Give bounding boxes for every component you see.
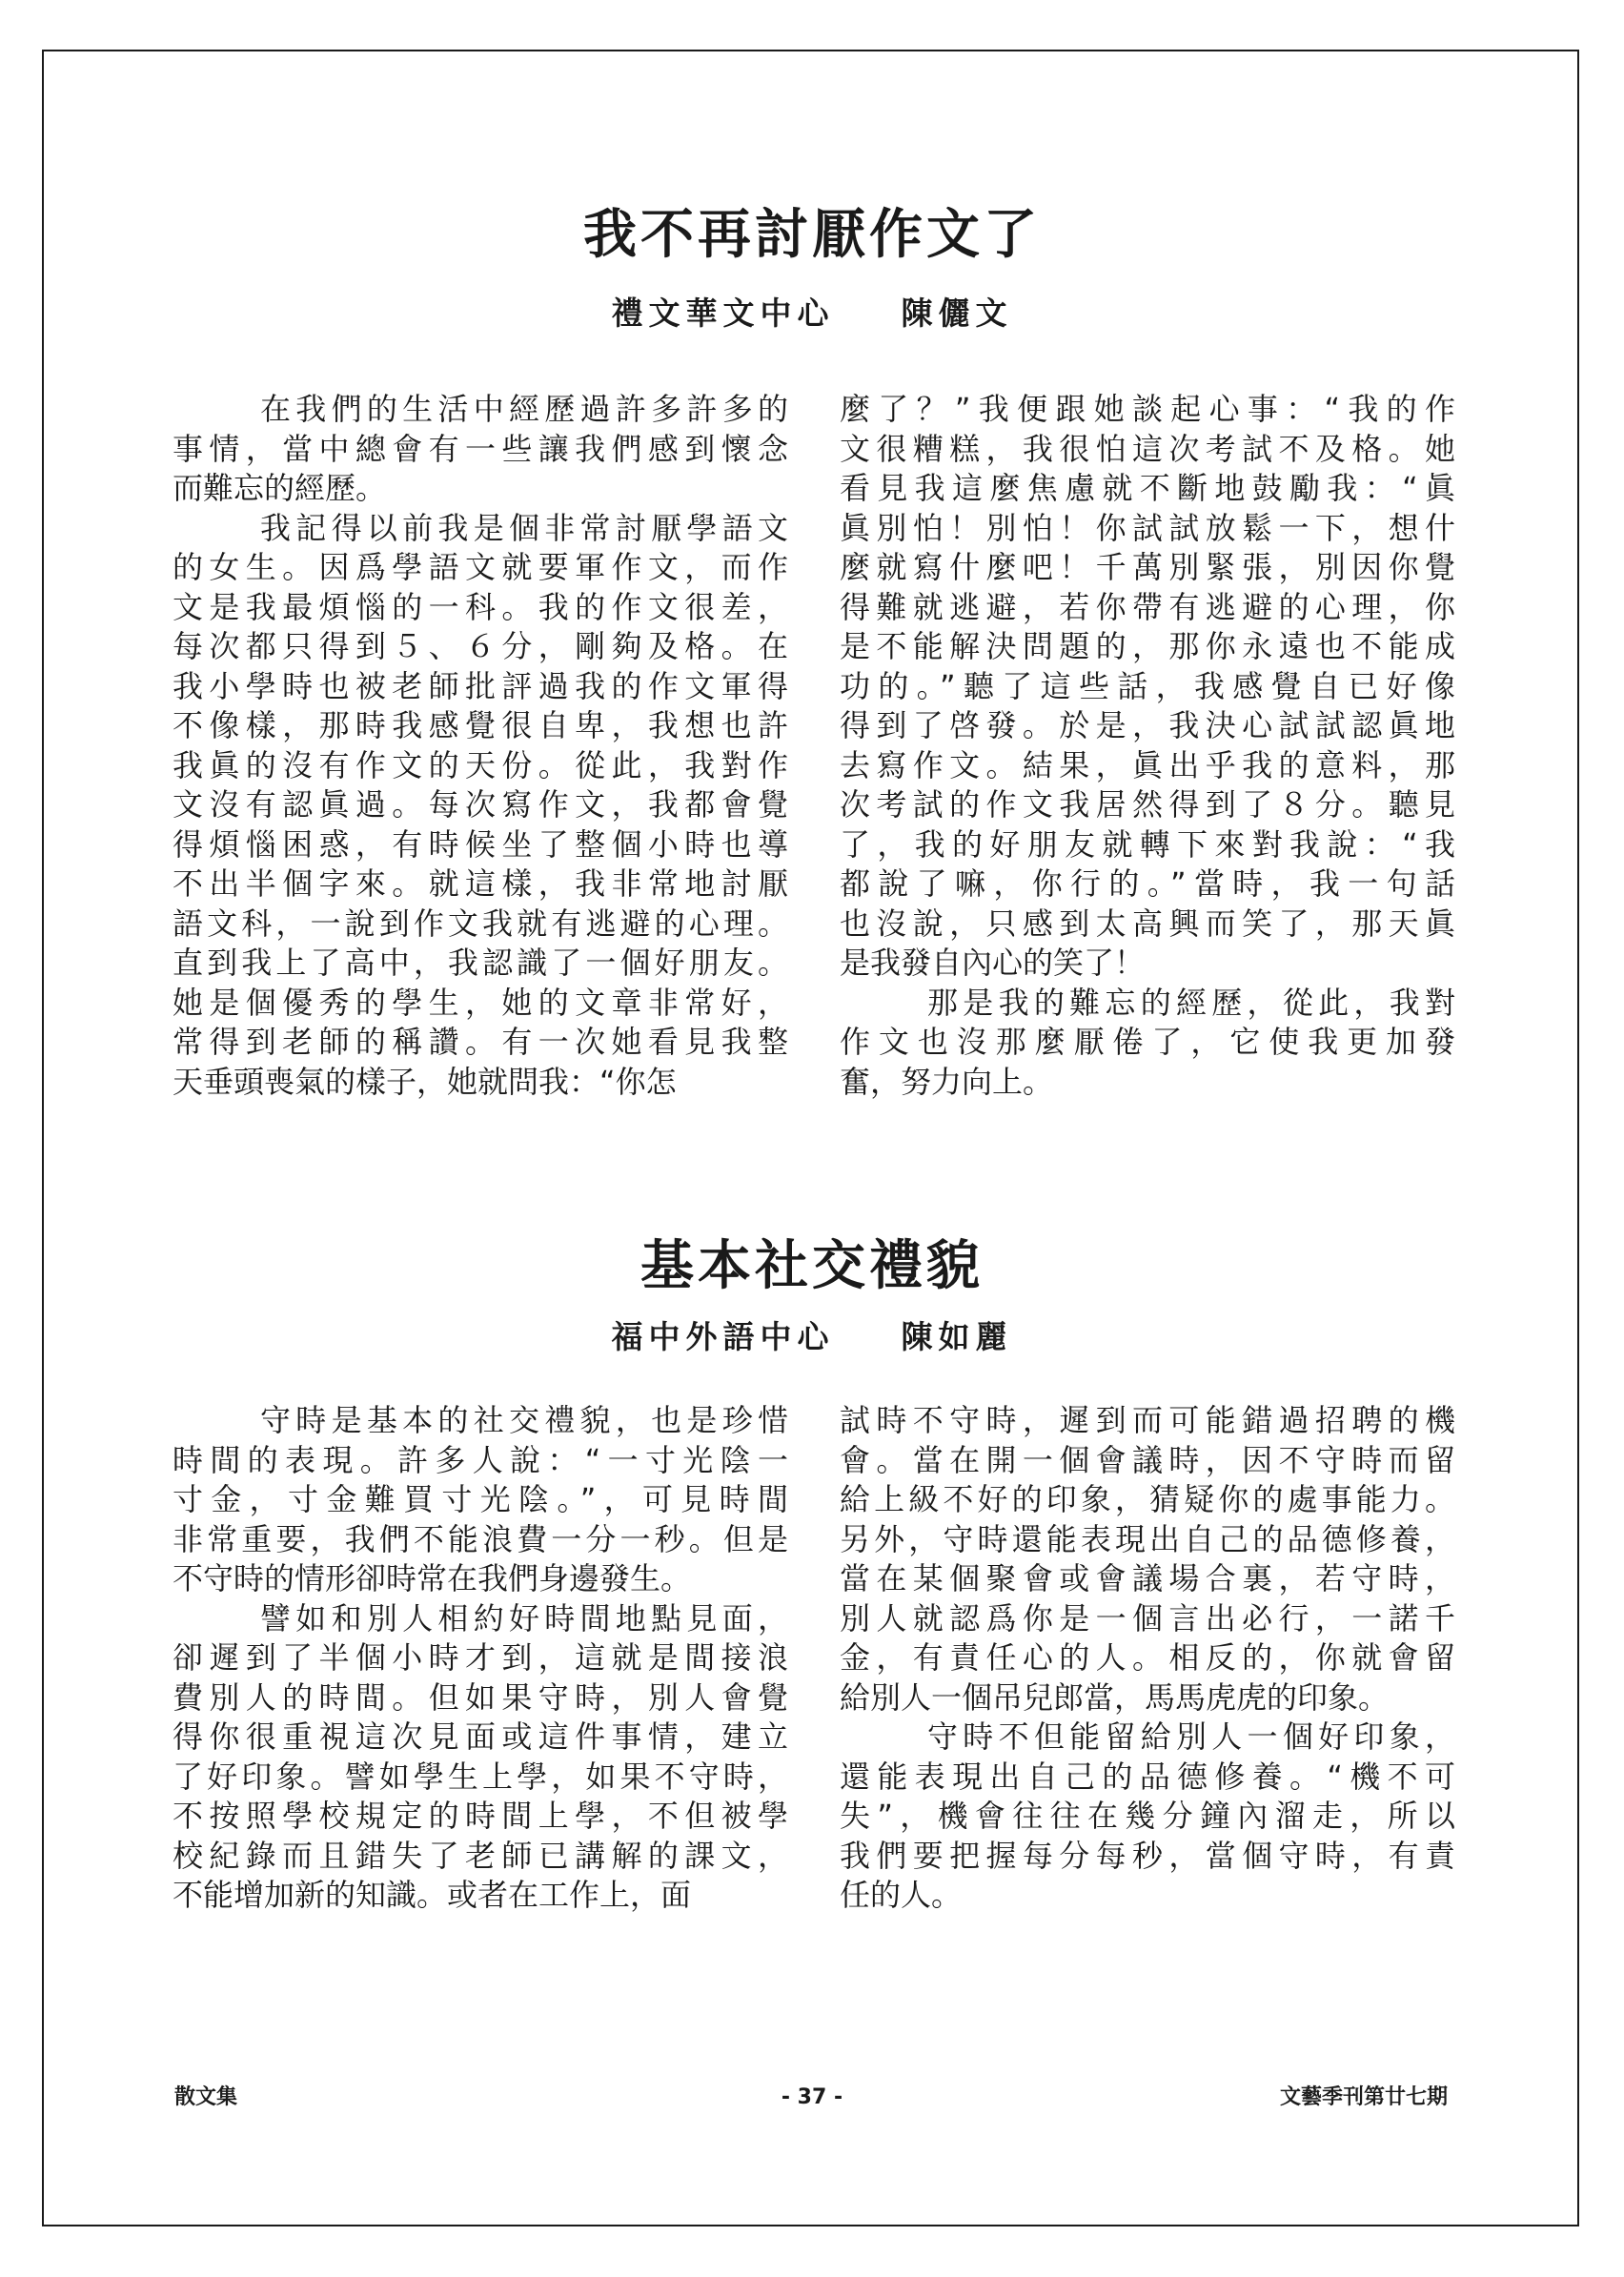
text-line: 守時是基本的社交禮貌，也是珍惜	[260, 1402, 788, 1438]
article-1-author: 陳儷文	[901, 295, 1013, 332]
text-line: 在我們的生活中經歷過許多許多的	[260, 391, 788, 427]
text-line: 去寫作文。結果，眞出乎我的意料，那	[840, 746, 1455, 783]
text-line: 的女生。因爲學語文就要軍作文，而作	[173, 549, 788, 585]
text-line: 直到我上了高中，我認識了一個好朋友。	[173, 945, 788, 981]
text-line: 當在某個聚會或會議場合裏，若守時，	[840, 1560, 1455, 1596]
article-2-school: 福中外語中心	[611, 1318, 835, 1355]
text-line: 給上級不好的印象，猜疑你的處事能力。	[840, 1481, 1455, 1517]
text-line: 金，有責任心的人。相反的，你就會留	[840, 1639, 1455, 1676]
article-2-title: 基本社交禮貌	[640, 1234, 984, 1297]
text-line: 會。當在開一個會議時，因不守時而留	[840, 1441, 1455, 1478]
article-1-title: 我不再討厭作文了	[583, 203, 1041, 266]
text-line: 常得到老師的稱讚。有一次她看見我整	[173, 1024, 788, 1060]
text-line: 給別人一個吊兒郎當，馬馬虎虎的印象。	[840, 1678, 1390, 1716]
text-line: 不像樣，那時我感覺很自卑，我想也許	[173, 707, 788, 743]
article-2-right-column	[840, 1401, 1455, 1916]
text-line: 得煩惱困惑，有時候坐了整個小時也導	[173, 825, 788, 863]
text-line: 試時不守時，遲到而可能錯過招聘的機	[840, 1402, 1455, 1438]
text-line: 不能增加新的知識。或者在工作上，面	[173, 1877, 692, 1913]
text-line: 次考試的作文我居然得到了８分。聽見	[840, 786, 1455, 823]
text-line: 而難忘的經歷。	[173, 470, 387, 506]
text-line: 每次都只得到５、６分，剛夠及格。在	[173, 628, 788, 664]
text-line: 文是我最煩惱的一科。我的作文很差，	[173, 588, 788, 625]
article-2-left-column	[173, 1401, 788, 1916]
text-line: 我記得以前我是個非常討厭學語文	[260, 509, 788, 546]
text-line: 譬如和別人相約好時間地點見面，	[260, 1599, 788, 1637]
footer-section-label: 散文集	[174, 2085, 238, 2109]
text-line: 失”，機會往往在幾分鐘內溜走，所以	[840, 1798, 1455, 1834]
text-line: 還能表現出自己的品德修養。“機不可	[840, 1758, 1455, 1795]
article-1-byline	[0, 295, 1624, 332]
text-line: 寸金，寸金難買寸光陰。”，可見時間	[173, 1481, 788, 1517]
text-line: 另外，守時還能表現出自己的品德修養，	[840, 1520, 1455, 1557]
text-line: 得你很重視這次見面或這件事情，建立	[173, 1718, 788, 1755]
text-line: 作文也沒那麼厭倦了，它使我更加發	[840, 1024, 1455, 1060]
text-line: 了好印象。譬如學生上學，如果不守時，	[173, 1758, 788, 1795]
text-line: 是我發自內心的笑了！	[840, 945, 1146, 981]
article-1-school: 禮文華文中心	[611, 295, 835, 332]
text-line: 不出半個字來。就這樣，我非常地討厭	[173, 865, 788, 902]
text-line: 是不能解決問題的，那你永遠也不能成	[840, 628, 1455, 664]
text-line: 那是我的難忘的經歷，從此，我對	[927, 984, 1455, 1021]
text-line: 文很糟糕，我很怕這次考試不及格。她	[840, 430, 1455, 467]
article-1-left-column	[173, 390, 788, 1102]
text-line: 奮，努力向上。	[840, 1063, 1054, 1100]
text-line: 費別人的時間。但如果守時，別人會覺	[173, 1678, 788, 1716]
text-line: 事情，當中總會有一些讓我們感到懷念	[173, 430, 788, 467]
text-line: 了，我的好朋友就轉下來對我說：“我	[840, 825, 1455, 863]
article-2-author: 陳如麗	[901, 1318, 1013, 1355]
footer-page-number: - 37 -	[781, 2085, 843, 2109]
article-1-right-column	[840, 390, 1455, 1102]
footer-publication: 文藝季刊第廿七期	[1279, 2085, 1448, 2109]
text-line: 卻遲到了半個小時才到，這就是間接浪	[173, 1639, 788, 1676]
text-line: 得到了啓發。於是，我決心試試認眞地	[840, 707, 1455, 743]
text-line: 別人就認爲你是一個言出必行，一諾千	[840, 1599, 1455, 1637]
text-line: 她是個優秀的學生，她的文章非常好，	[173, 984, 788, 1021]
text-line: 眞別怕！別怕！你試試放鬆一下，想什	[840, 509, 1455, 546]
text-line: 也沒說，只感到太高興而笑了，那天眞	[840, 905, 1455, 942]
article-2-byline	[0, 1318, 1624, 1355]
text-line: 我眞的沒有作文的天份。從此，我對作	[173, 746, 788, 783]
text-line: 時間的表現。許多人說：“一寸光陰一	[173, 1441, 788, 1478]
text-line: 語文科，一說到作文我就有逃避的心理。	[173, 905, 788, 942]
text-line: 看見我這麼焦慮就不斷地鼓勵我：“眞	[840, 470, 1455, 506]
text-line: 校紀錄而且錯失了老師已講解的課文，	[173, 1837, 788, 1874]
text-line: 得難就逃避，若你帶有逃避的心理，你	[840, 588, 1455, 625]
text-line: 我們要把握每分每秒，當個守時，有責	[840, 1837, 1455, 1874]
text-line: 天垂頭喪氣的樣子，她就問我：“你怎	[173, 1063, 677, 1100]
text-line: 功的。”聽了這些話，我感覺自已好像	[840, 667, 1455, 704]
text-line: 守時不但能留給別人一個好印象，	[927, 1718, 1455, 1755]
text-line: 麼了？”我便跟她談起心事：“我的作	[840, 391, 1455, 427]
text-line: 任的人。	[840, 1877, 963, 1913]
text-line: 麼就寫什麼吧！千萬別緊張，別因你覺	[840, 549, 1455, 585]
text-line: 不按照學校規定的時間上學，不但被學	[173, 1798, 788, 1834]
text-line: 不守時的情形卻時常在我們身邊發生。	[173, 1560, 692, 1596]
text-line: 文沒有認眞過。每次寫作文，我都會覺	[173, 786, 788, 823]
text-line: 非常重要，我們不能浪費一分一秒。但是	[173, 1520, 788, 1557]
text-line: 我小學時也被老師批評過我的作文軍得	[173, 667, 788, 704]
text-line: 都說了嘛，你行的。”當時，我一句話	[840, 865, 1455, 902]
